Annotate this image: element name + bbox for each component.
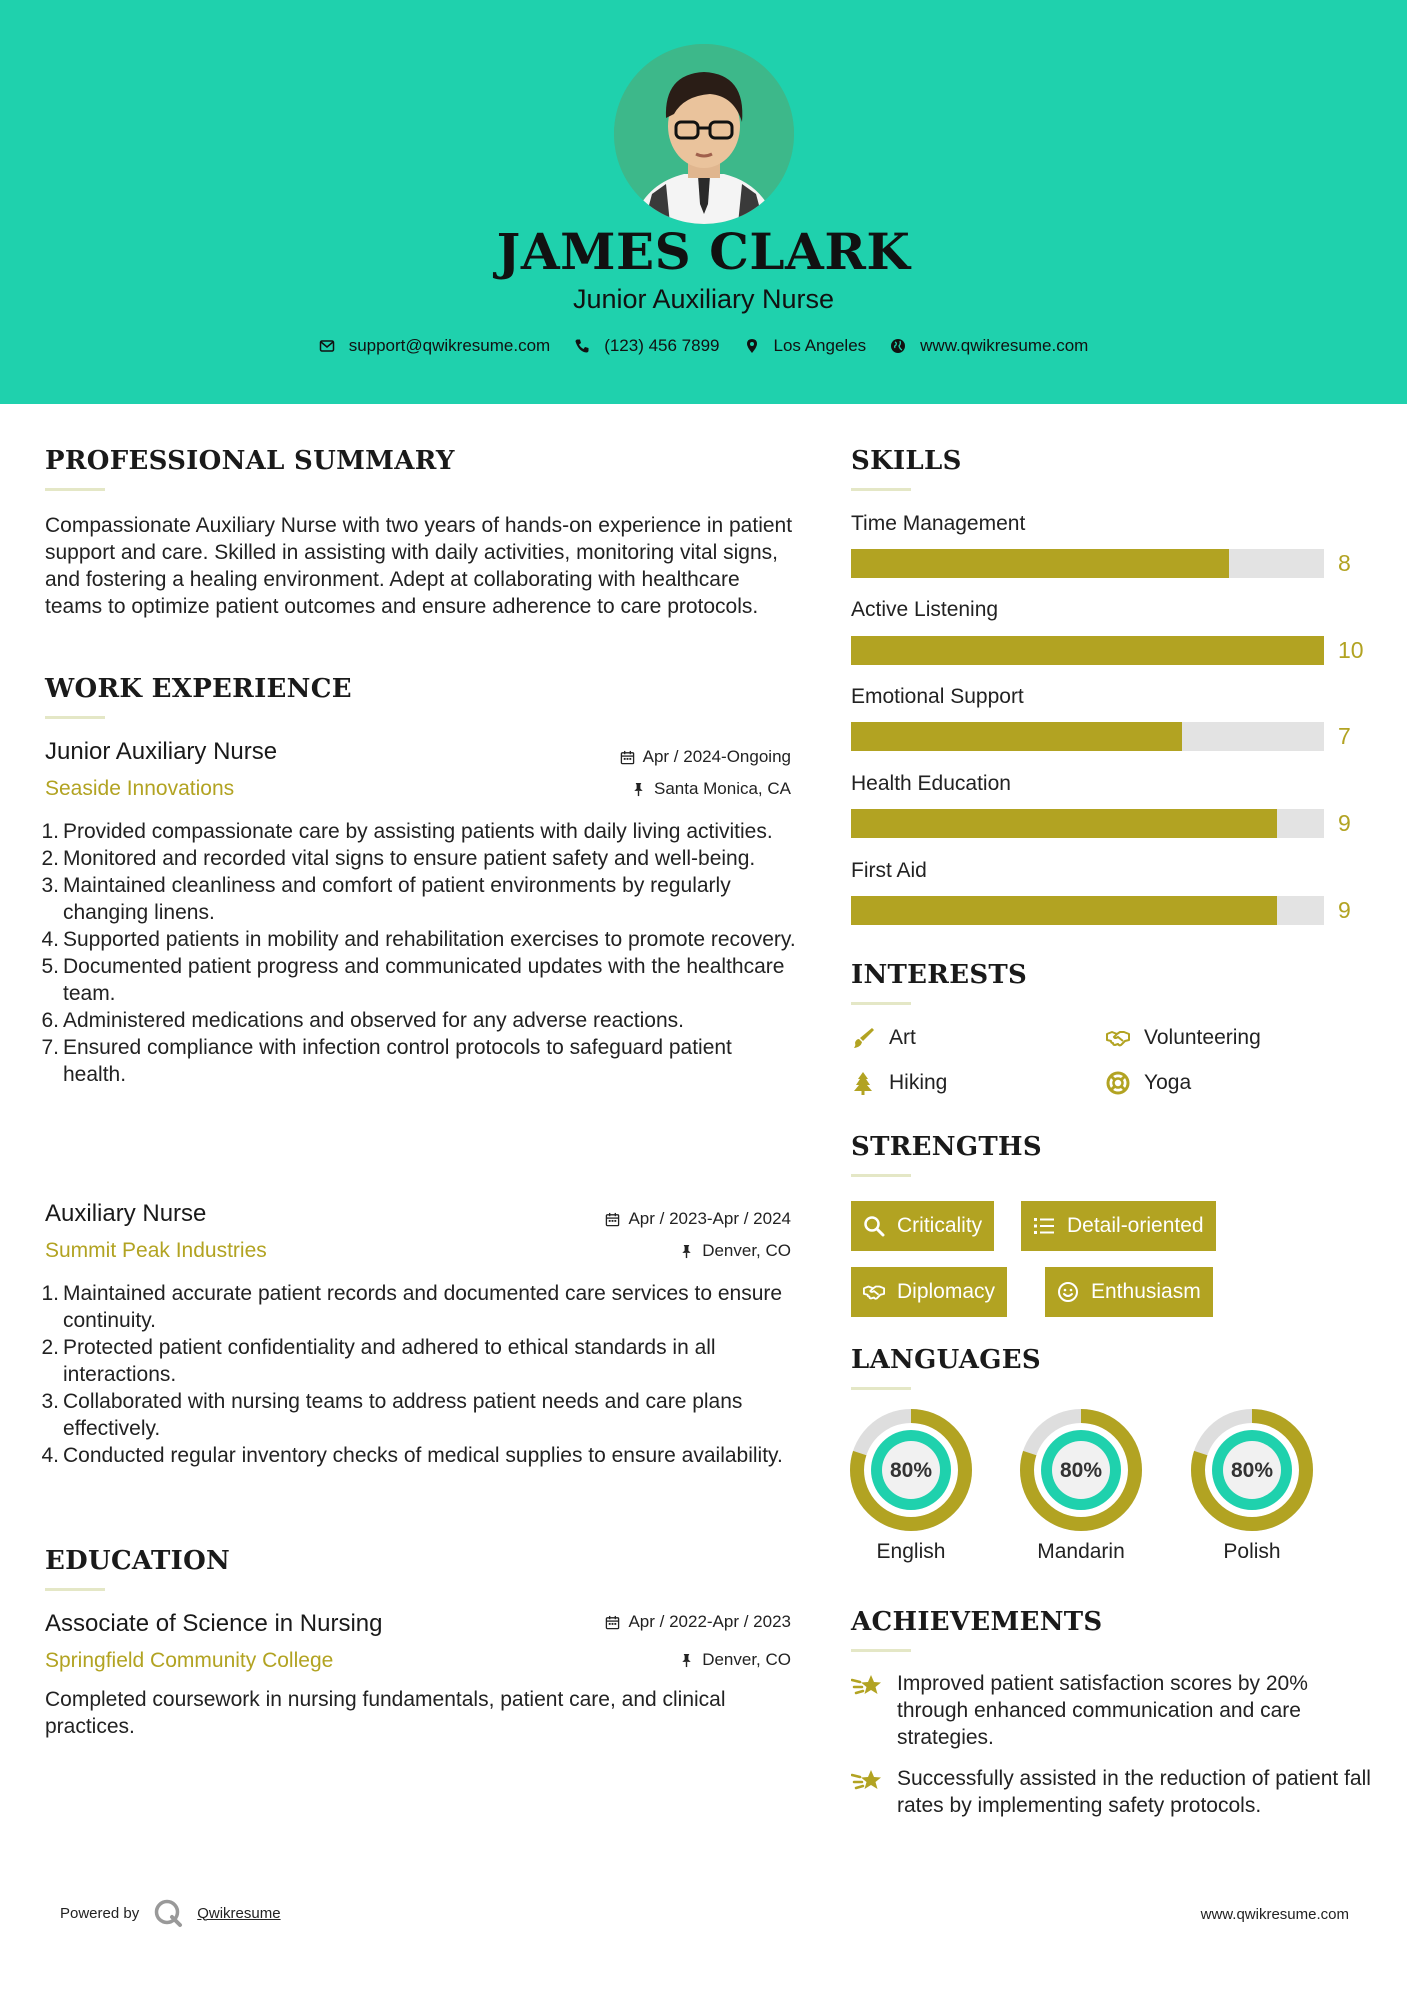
achievement-item: Improved patient satisfaction scores by 20% through enhanced communication and care strategies. (851, 1670, 1371, 1751)
job-dates (620, 747, 791, 767)
brand-link[interactable]: Qwikresume (197, 1904, 281, 1922)
candidate-role: Junior Auxiliary Nurse (572, 284, 835, 314)
globe-icon (890, 338, 906, 354)
contact-bar (0, 336, 1407, 356)
skill-bar (851, 722, 1324, 751)
skill-bar (851, 809, 1324, 838)
section-divider (851, 488, 911, 491)
company-name: Summit Peak Industries (45, 1239, 267, 1262)
language-name: Mandarin (1037, 1540, 1125, 1563)
language-item (1190, 1408, 1314, 1564)
language-item (1019, 1408, 1143, 1564)
phone-text: (123) 456 7899 (604, 336, 720, 355)
phone-icon (574, 338, 590, 354)
job-title: Junior Auxiliary Nurse (45, 738, 278, 765)
skill-bar-fill (851, 549, 1229, 578)
language-gauge (1019, 1408, 1143, 1532)
envelope-icon (319, 338, 335, 354)
list-icon (1033, 1215, 1055, 1237)
section-divider (45, 488, 105, 491)
skill-bar-fill (851, 722, 1182, 751)
job-duties-list (41, 818, 797, 1088)
skill-value: 9 (1338, 897, 1351, 923)
footer-website[interactable]: www.qwikresume.com (1200, 1906, 1349, 1923)
education-dates (605, 1612, 791, 1632)
degree-title: Associate of Science in Nursing (45, 1610, 383, 1637)
list-item: 3. Collaborated with nursing teams to address patient needs and care plans effectively. (41, 1390, 743, 1440)
job-dates (605, 1209, 791, 1229)
section-divider (45, 716, 105, 719)
language-item (849, 1408, 973, 1564)
calendar-icon (605, 1212, 620, 1227)
list-item: 1. Maintained accurate patient records and documented care services to ensure continuity. (41, 1282, 783, 1332)
footer-powered-by: Powered by Qwikresume (60, 1898, 281, 1928)
skill-label: Time Management (851, 512, 1026, 535)
summary-text: Compassionate Auxiliary Nurse with two years of hands-on experience in patient support and care. Skilled in assisting with daily activities, monitoring vital signs, and fostering a healing environment. Adept at collaborating with healthcare teams to optimize patient outcomes and ensure adherence to care protocols. (45, 514, 793, 618)
list-item: 6. Administered medications and observed for any adverse reactions. (41, 1009, 684, 1032)
job-location (679, 1241, 791, 1261)
calendar-icon (620, 750, 635, 765)
smile-icon (1057, 1281, 1079, 1303)
calendar-icon (605, 1615, 620, 1630)
list-item: 3. Maintained cleanliness and comfort of patient environments by regularly changing linens. (41, 874, 731, 924)
paintbrush-icon (851, 1026, 875, 1050)
list-item: 5. Documented patient progress and communicated updates with the healthcare team. (41, 955, 785, 1005)
list-item: 2. Monitored and recorded vital signs to ensure patient safety and well-being. (41, 847, 756, 870)
website-text: www.qwikresume.com (920, 336, 1089, 355)
map-pin-icon (744, 338, 760, 354)
skill-bar-fill (851, 896, 1277, 925)
candidate-name: JAMES CLARK (496, 222, 911, 281)
language-gauge (1190, 1408, 1314, 1532)
education-location-text: Denver, CO (702, 1650, 791, 1669)
contact-email[interactable] (319, 336, 551, 356)
school-name: Springfield Community College (45, 1649, 334, 1672)
pushpin-icon (679, 1653, 694, 1668)
interest-item: Volunteering (1106, 1026, 1261, 1050)
list-item: 1. Provided compassionate care by assisting patients with daily living activities. (41, 820, 773, 843)
education-location (679, 1650, 791, 1670)
strength-tag: Detail-oriented (1021, 1201, 1216, 1251)
shooting-star-icon (851, 1670, 883, 1702)
skill-value: 10 (1338, 637, 1364, 663)
strength-tag: Diplomacy (851, 1267, 1007, 1317)
resume-header (0, 0, 1407, 404)
skill-label: Health Education (851, 772, 1011, 795)
skill-value: 7 (1338, 723, 1351, 749)
skill-bar (851, 896, 1324, 925)
list-item: 2. Protected patient confidentiality and adhered to ethical standards in all interactions. (41, 1336, 716, 1386)
skill-label: First Aid (851, 859, 927, 882)
interest-item: Yoga (1106, 1071, 1191, 1095)
list-item: 4. Conducted regular inventory checks of medical supplies to ensure availability. (41, 1444, 783, 1467)
strength-tag: Criticality (851, 1201, 994, 1251)
interest-item: Hiking (851, 1071, 947, 1095)
section-divider (45, 1588, 105, 1591)
job-duties-list (41, 1280, 797, 1469)
skill-label: Emotional Support (851, 685, 1024, 708)
list-item: 4. Supported patients in mobility and rehabilitation exercises to promote recovery. (41, 928, 796, 951)
pushpin-icon (631, 782, 646, 797)
education-dates-text: Apr / 2022-Apr / 2023 (628, 1612, 791, 1631)
language-name: English (876, 1540, 946, 1563)
qwikresume-logo-icon (153, 1898, 183, 1928)
interests-heading: INTERESTS (851, 960, 1028, 990)
skill-value: 8 (1338, 550, 1351, 576)
language-percent: 80% (889, 1459, 933, 1482)
skill-label: Active Listening (851, 598, 999, 621)
achievement-item: Successfully assisted in the reduction of patient fall rates by implementing safety protocols. (851, 1765, 1371, 1819)
search-icon (863, 1215, 885, 1237)
language-name: Polish (1223, 1540, 1281, 1563)
job-location-text: Santa Monica, CA (653, 779, 791, 798)
job-dates-text: Apr / 2023-Apr / 2024 (628, 1209, 791, 1228)
pushpin-icon (679, 1244, 694, 1259)
skills-heading: SKILLS (851, 446, 962, 476)
language-percent: 80% (1059, 1459, 1103, 1482)
skill-bar (851, 549, 1324, 578)
company-name: Seaside Innovations (45, 777, 235, 800)
location-text: Los Angeles (773, 336, 867, 355)
contact-phone[interactable] (574, 336, 719, 356)
job-title: Auxiliary Nurse (45, 1200, 207, 1227)
list-item: 7. Ensured compliance with infection control protocols to safeguard patient health. (41, 1036, 732, 1086)
contact-location (744, 336, 867, 356)
strengths-heading: STRENGTHS (851, 1132, 1042, 1162)
education-description: Completed coursework in nursing fundamentals, patient care, and clinical practices. (45, 1688, 726, 1738)
achievements-heading: ACHIEVEMENTS (851, 1607, 1103, 1637)
shooting-star-icon (851, 1765, 883, 1797)
job-location (631, 779, 791, 799)
interest-item: Art (851, 1026, 916, 1050)
person-photo-icon (614, 44, 794, 224)
language-gauge (849, 1408, 973, 1532)
job-location-text: Denver, CO (702, 1241, 791, 1260)
section-divider (851, 1387, 911, 1390)
section-divider (851, 1002, 911, 1005)
language-percent: 80% (1230, 1459, 1274, 1482)
email-text: support@qwikresume.com (348, 336, 551, 355)
summary-heading: PROFESSIONAL SUMMARY (45, 446, 455, 476)
skill-bar (851, 636, 1324, 665)
skill-bar-fill (851, 809, 1277, 838)
handshake-icon (863, 1281, 885, 1303)
tree-icon (851, 1071, 875, 1095)
profile-photo (614, 44, 794, 224)
languages-heading: LANGUAGES (851, 1345, 1041, 1375)
handshake-icon (1106, 1026, 1130, 1050)
education-heading: EDUCATION (45, 1546, 231, 1576)
job-dates-text: Apr / 2024-Ongoing (642, 747, 791, 766)
strength-tag: Enthusiasm (1045, 1267, 1213, 1317)
skill-bar-fill (851, 636, 1324, 665)
contact-website[interactable] (890, 336, 1088, 356)
skill-value: 9 (1338, 810, 1351, 836)
section-divider (851, 1174, 911, 1177)
experience-heading: WORK EXPERIENCE (45, 674, 352, 704)
section-divider (851, 1649, 911, 1652)
life-ring-icon (1106, 1071, 1130, 1095)
